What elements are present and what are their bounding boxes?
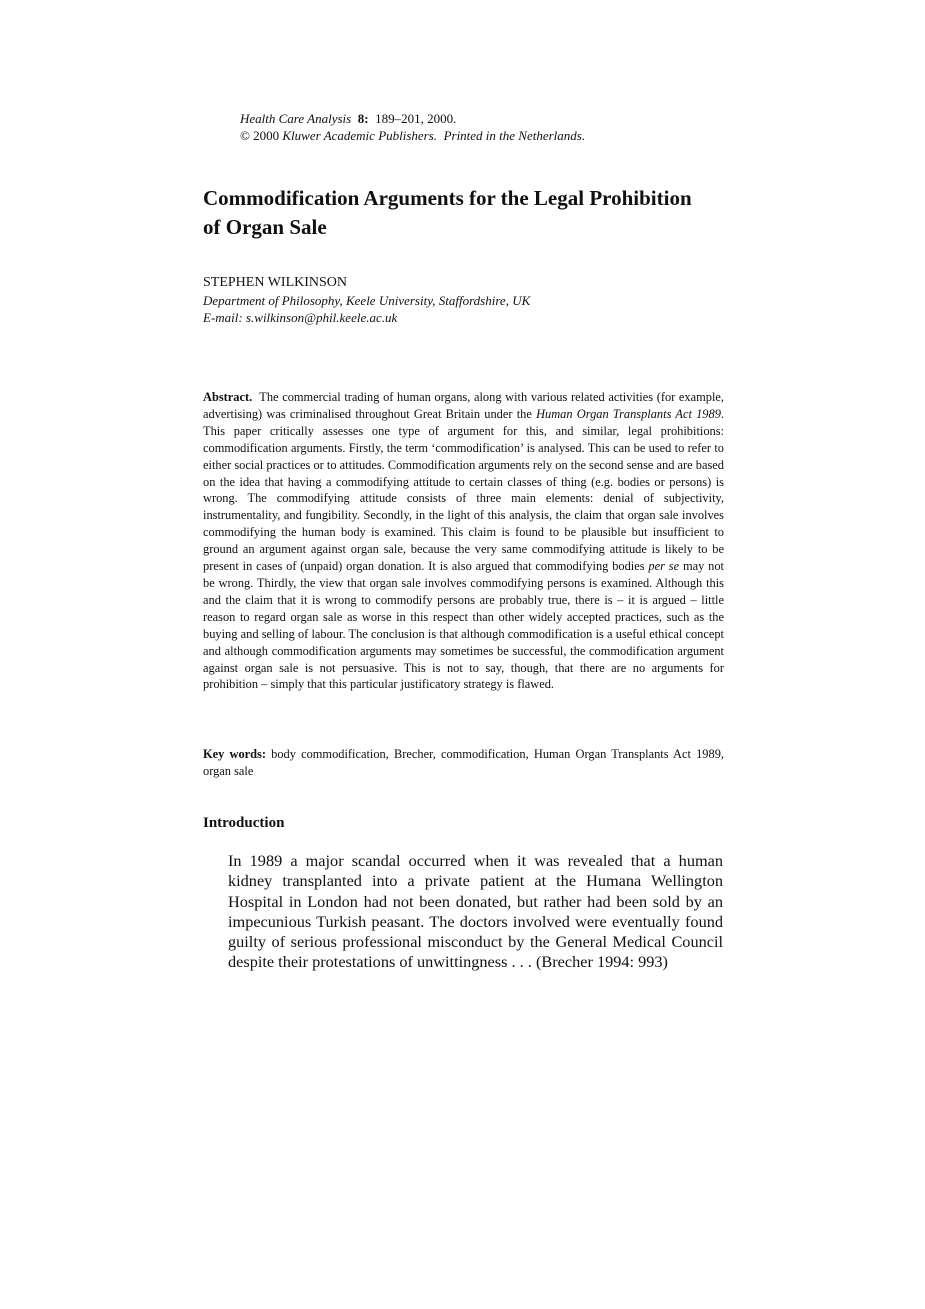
copyright-line (240, 127, 585, 144)
abstract-text-part-3: may not be wrong. Thirdly, the view that organ sale involves commodifying persons is examined. Although this and the claim that it is wrong to commodify persons are probably true, there is – it is argued – little reason to regard organ sale as worse in this respect than other widely accepted practices, such as the buying and selling of labour. The conclusion is that although commodification is a useful ethical concept and although commodification arguments may sometimes be successful, the commodification argument against organ sale is not persuasive. This is not to say, though, that there are no arguments for prohibition – simply that this particular justificatory strategy is flawed. (203, 559, 725, 692)
abstract-act-name: Human Organ Transplants Act 1989 (536, 406, 721, 421)
journal-header (240, 110, 585, 144)
publisher-name: Kluwer Academic Publishers. (282, 128, 438, 143)
journal-citation-line (240, 110, 585, 127)
paper-title-line-2: of Organ Sale (203, 215, 327, 239)
abstract-text-part-2: . This paper critically assesses one type of argument for this, and similar, legal prohibitions: commodification arguments. Firstly, the term ‘commodification’ is analysed. This can be used to refer to either social practices or to attitudes. Commodification arguments rely on the second sense and are based on the idea that having a commodifying attitude to certain classes of thing (e.g. bodies or persons) is wrong. The commodifying attitude consists of three main elements: denial of subjectivity, instrumentality, and fungibility. Secondly, in the light of this analysis, the claim that organ sale involves commodifying the human body is examined. This claim is found to be plausible but insufficient to ground an argument against organ sale, because the very same commodifying attitude is likely to be present in cases of (unpaid) organ donation. It is also argued that commodifying bodies (203, 406, 724, 574)
keywords-text: body commodification, Brecher, commodification, Human Organ Transplants Act 1989, organ sale (203, 747, 724, 778)
keywords (203, 746, 724, 780)
author-name: STEPHEN WILKINSON (203, 275, 348, 290)
abstract (203, 389, 724, 693)
paper-title-line-1: Commodification Arguments for the Legal Prohibition (203, 186, 692, 210)
printed-location: Printed in the Netherlands. (443, 128, 586, 143)
abstract-label: Abstract. (203, 390, 253, 404)
introduction-heading: Introduction (203, 815, 285, 831)
paper-title (203, 184, 733, 242)
journal-pages-year: 189–201, 2000. (375, 111, 457, 126)
author-email: E-mail: s.wilkinson@phil.keele.ac.uk (203, 310, 398, 325)
author-affiliation: Department of Philosophy, Keele University, Staffordshire, UK (203, 293, 531, 308)
abstract-per-se: per se (648, 559, 680, 574)
introduction-quote: In 1989 a major scandal occurred when it was revealed that a human kidney transplanted into a private patient at the Humana Wellington Hospital in London had not been donated, but rather had been sold by an impecunious Turkish peasant. The doctors involved were eventually found guilty of serious professional misconduct by the General Medical Council despite their protestations of unwittingness . . . (Brecher 1994: 993) (228, 851, 723, 972)
keywords-label: Key words: (203, 747, 266, 761)
author-block (203, 273, 530, 326)
journal-volume: 8: (357, 111, 369, 126)
abstract-text-part-1: The commercial trading of human organs, along with various related activities (for example, advertising) was criminalised throughout Great Britain under the (203, 390, 724, 421)
journal-name: Health Care Analysis (240, 111, 352, 126)
copyright-prefix: © 2000 (240, 128, 280, 143)
